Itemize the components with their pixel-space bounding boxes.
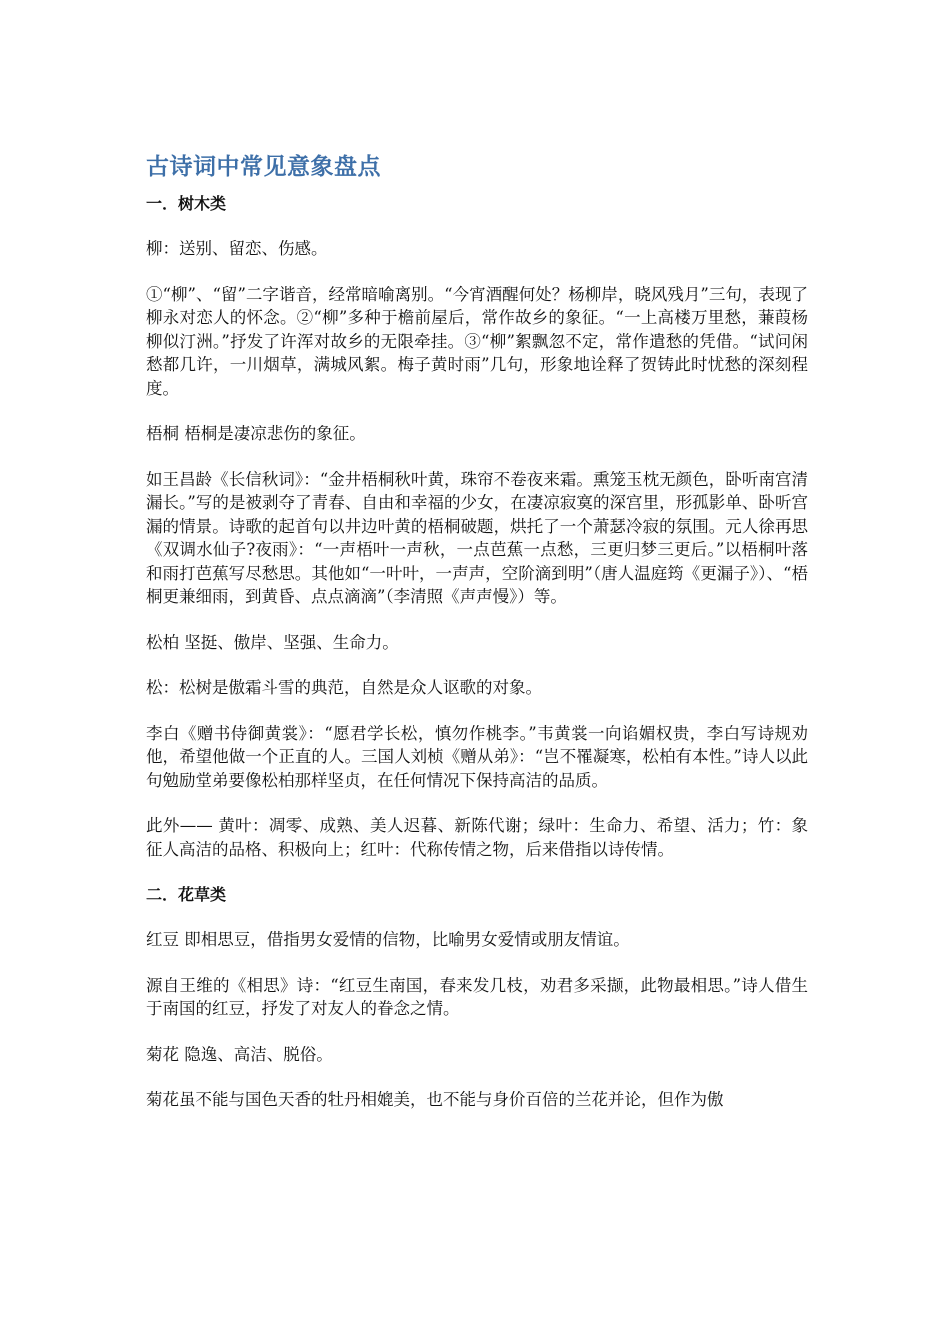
- paragraph: 菊花虽不能与国色天香的牡丹相媲美，也不能与身价百倍的兰花并论，但作为傲: [146, 1090, 724, 1109]
- paragraph: 柳：送别、留恋、伤感。: [146, 239, 328, 258]
- document-content: [146, 150, 808, 1134]
- section-trees: [146, 192, 808, 861]
- paragraph: 红豆 即相思豆，借指男女爱情的信物，比喻男女爱情或朋友情谊。: [146, 930, 630, 949]
- paragraph: 如王昌龄《长信秋词》：“金井梧桐秋叶黄，珠帘不卷夜来霜。熏笼玉枕无颜色，卧听南宫清漏长。”写的是被剥夺了青春、自由和幸福的少女，在凄凉寂寞的深宫里，形孤影单、卧听宫漏的情景。诗歌的起首句以井边叶黄的梧桐破题，烘托了一个萧瑟冷寂的氛围。元人徐再思《双调水仙子?夜雨》：“一声梧叶一声秋，一点芭蕉一点愁，三更归梦三更后。”以梧桐叶落和雨打芭蕉写尽愁思。其他如“一叶叶，一声声，空阶滴到明”（唐人温庭筠《更漏子》）、“梧桐更兼细雨，到黄昏、点点滴滴”（李清照《声声慢》）等。: [146, 469, 808, 606]
- paragraph: 松柏 坚挺、傲岸、坚强、生命力。: [146, 632, 399, 652]
- section-heading: 一．树木类: [146, 194, 227, 213]
- section-heading: 二．花草类: [146, 885, 227, 904]
- section-flowers-grasses: [146, 883, 808, 1112]
- paragraph: 李白《赠书侍御黄裳》：“愿君学长松，慎勿作桃李。”韦黄裳一向谄媚权贵，李白写诗规劝他，希望他做一个正直的人。三国人刘桢《赠从弟》：“岂不罹凝寒，松柏有本性。”诗人以此句勉励堂弟要像松柏那样坚贞，在任何情况下保持高洁的品质。: [146, 723, 808, 790]
- paragraph: 梧桐 梧桐是凄凉悲伤的象征。: [146, 424, 366, 443]
- document-title: 古诗词中常见意象盘点: [146, 154, 381, 180]
- paragraph: 菊花 隐逸、高洁、脱俗。: [146, 1044, 333, 1064]
- paragraph: 此外—— 黄叶：凋零、成熟、美人迟暮、新陈代谢；绿叶：生命力、希望、活力；竹：象征人高洁的品格、积极向上；红叶：代称传情之物，后来借指以诗传情。: [146, 816, 808, 859]
- paragraph: ①“柳”、“留”二字谐音，经常暗喻离别。“今宵酒醒何处？杨柳岸，晓风残月”三句，表现了柳永对恋人的怀念。②“柳”多种于檐前屋后，常作故乡的象征。“一上高楼万里愁，蒹葭杨柳似汀洲。”抒发了许浑对故乡的无限牵挂。③“柳”絮飘忽不定，常作遣愁的凭借。“试问闲愁都几许，一川烟草，满城风絮。梅子黄时雨”几句，形象地诠释了贺铸此时忧愁的深刻程度。: [146, 284, 808, 398]
- paragraph: 源自王维的《相思》诗：“红豆生南国，春来发几枝，劝君多采撷，此物最相思。”诗人借生于南国的红豆，抒发了对友人的眷念之情。: [146, 975, 808, 1018]
- paragraph: 松：松树是傲霜斗雪的典范，自然是众人讴歌的对象。: [146, 678, 542, 697]
